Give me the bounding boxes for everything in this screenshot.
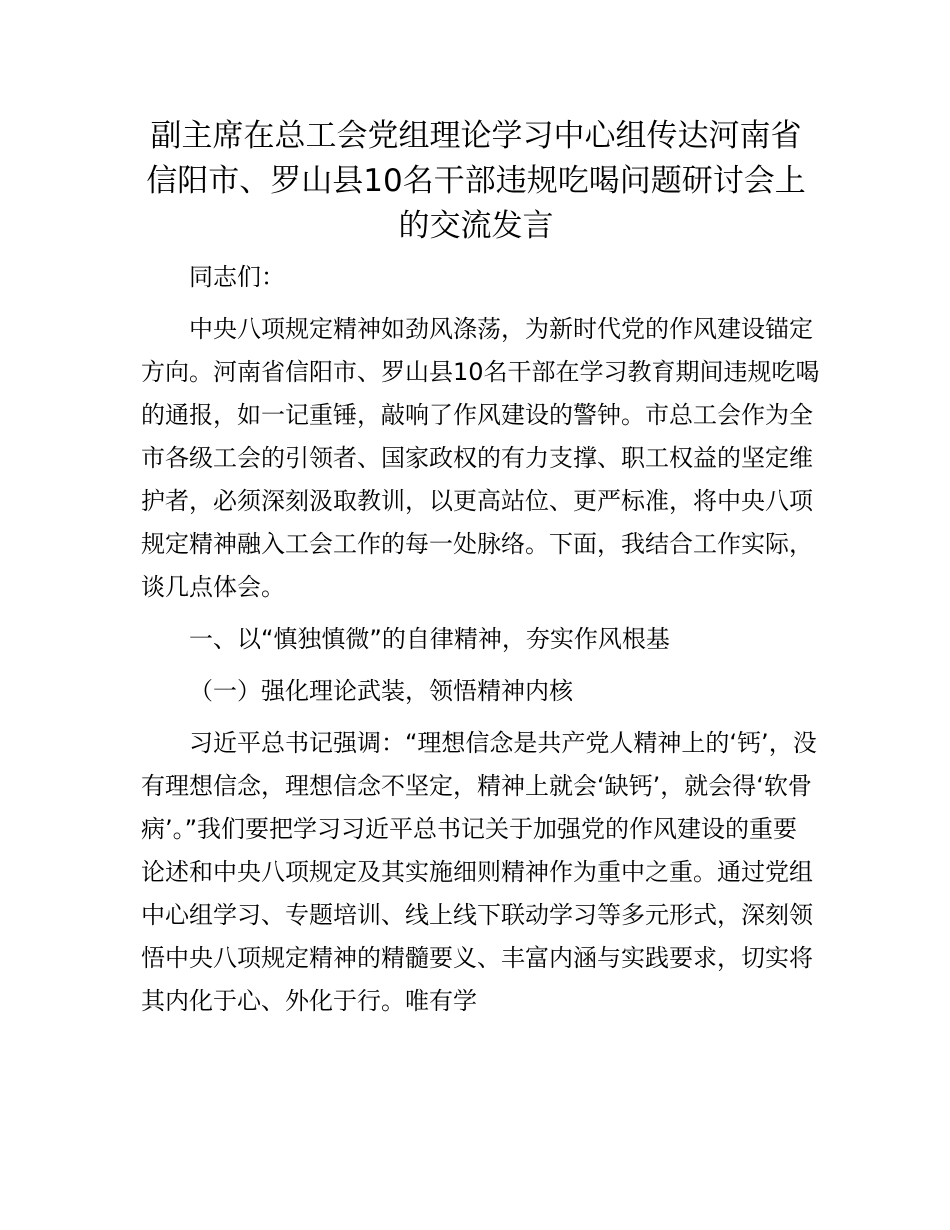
document-body [141, 256, 821, 1023]
section-heading-1: 一、以“慎独慎微”的自律精神，夯实作风根基 [189, 625, 670, 653]
document-title: 副主席在总工会党组理论学习中心组传达河南省信阳市、罗山县10名干部违规吃喝问题研讨会上的交流发言 [146, 118, 806, 244]
subsection-heading-1: （一）强化理论武装，领悟精神内核 [189, 677, 573, 705]
paragraph-intro: 中央八项规定精神如劲风涤荡，为新时代党的作风建设锚定方向。河南省信阳市、罗山县10名干部在学习教育期间违规吃喝的通报，如一记重锤，敲响了作风建设的警钟。市总工会作为全市各级工会的引领者、国家政权的有力支撑、职工权益的坚定维护者，必须深刻汲取教训，以更高站位、更严标准，将中央八项规定精神融入工会工作的每一处脉络。下面，我结合工作实际，谈几点体会。 [141, 315, 820, 601]
paragraph-body: 习近平总书记强调：“理想信念是共产党人精神上的‘钙’，没有理想信念，理想信念不坚定，精神上就会‘缺钙’，就会得‘软骨病’。”我们要把学习习近平总书记关于加强党的作风建设的重要论述和中央八项规定及其实施细则精神作为重中之重。通过党组中心组学习、专题培训、线上线下联动学习等多元形式，深刻领悟中央八项规定精神的精髓要义、丰富内涵与实践要求，切实将其内化于心、外化于行。唯有学 [141, 729, 817, 1015]
salutation: 同志们： [189, 263, 285, 291]
